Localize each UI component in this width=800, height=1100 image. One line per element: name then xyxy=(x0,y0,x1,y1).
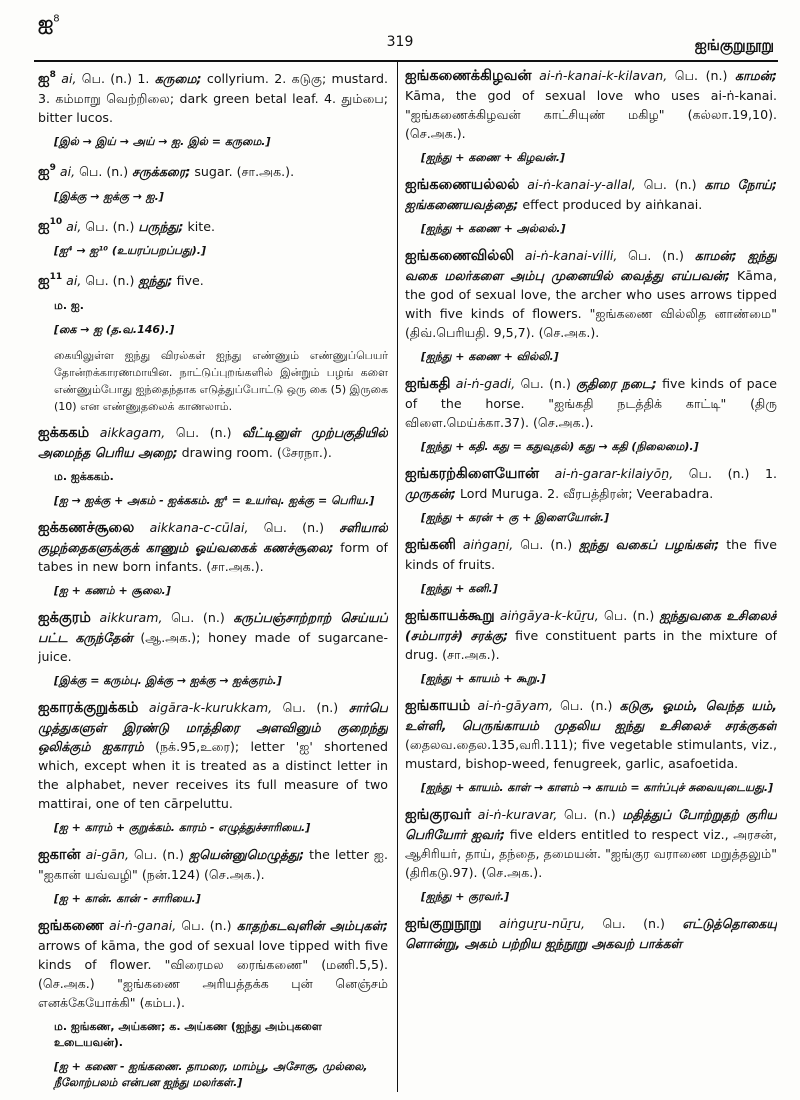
dictionary-entry xyxy=(38,66,388,127)
part-of-speech: பெ. (n.) xyxy=(81,273,139,289)
left-column xyxy=(38,66,388,1090)
headword: ஐங்கணைவில்லி xyxy=(405,248,515,264)
headword: ஐங்காயம் xyxy=(405,698,471,714)
headword: ஐங்கணை xyxy=(38,918,104,935)
tamil-definition: காமன்; ஐந்து வகை மலர்களை அம்பு முனையில் வைத்து எய்பவன்; xyxy=(405,248,777,283)
part-of-speech: பெ. (n.) xyxy=(248,520,340,536)
transliteration: aiṅgāya-k-kūṟu, xyxy=(494,608,599,623)
english-definition: five. xyxy=(172,273,204,289)
part-of-speech: பெ. (n.) xyxy=(272,700,349,716)
dictionary-entry xyxy=(38,214,388,237)
transliteration: ai, xyxy=(55,70,77,86)
headword: ஐங்கதி xyxy=(405,376,451,392)
english-definition: Kāma, the god of sexual love who uses ai-ṅ-kanai. "ஐங்கணைக்கிழவன் காட்சியுண் மகிழ" (கல்லா.19,10). (செ.அக.). xyxy=(405,88,777,141)
transliteration: ai-ṅ-kuravar, xyxy=(471,807,558,822)
transliteration: ai, xyxy=(62,273,82,289)
english-definition: the five kinds of fruits. xyxy=(405,537,777,572)
part-of-speech: பெ. (n.) 1. xyxy=(673,466,777,481)
transliteration: aiṅguṟu-nūṟu, xyxy=(481,916,586,931)
english-definition: collyrium. 2. கடுகு; mustard. 3. கம்மாறு வெற்றிலை; dark green betal leaf. 4. தும்பை; bitter lucos. xyxy=(38,70,388,125)
etymology: [ஐந்து + கணை + வில்லி.] xyxy=(421,350,559,363)
headword: ஐகான் xyxy=(38,847,81,864)
etymology: [ஐ + காரம் + குறுக்கம். காரம் - எழுத்துச்சாரியை.] xyxy=(54,821,311,835)
tamil-definition: குதிரை நடை; xyxy=(576,376,657,391)
dictionary-entry xyxy=(405,246,777,342)
tamil-definition: கருமை; xyxy=(154,70,202,86)
transliteration: ai-ṅ-gāyam, xyxy=(470,698,553,713)
dictionary-entry xyxy=(38,268,388,291)
english-definition: kite. xyxy=(183,218,215,234)
dictionary-entry xyxy=(38,608,388,666)
tamil-definition: கடுகு, ஓமம், வெந்த யம், உள்ளி, பெருங்காயம் முதலிய ஐந்து உசிலைச் சரக்குகள் xyxy=(405,698,777,733)
english-definition: Lord Muruga. 2. வீரபத்திரன்; Veerabadra. xyxy=(455,486,714,501)
homonym-number: 9 xyxy=(49,162,56,173)
english-definition: form of tabes in new born infants. (சா.அக.). xyxy=(38,540,388,575)
dictionary-entry xyxy=(38,423,388,462)
headword: ஐ$^9$ xyxy=(38,162,56,180)
transliteration: aikkuram, xyxy=(90,610,163,626)
headword: ஐக்ககம் xyxy=(38,425,90,442)
dictionary-entry xyxy=(405,175,777,214)
header-letter-sup: 8 xyxy=(53,13,60,25)
transliteration: aiṅgaṉi, xyxy=(455,537,514,552)
tamil-definition: கருப்பஞ்சாற்றாற் செய்யப் பட்ட கருந்தேன் xyxy=(38,610,388,646)
headword: ஐ$^{10}$ xyxy=(38,217,63,235)
headword: ஐங்குரவர் xyxy=(405,807,472,823)
tamil-definition: சளியால் குழந்தைகளுக்குக் காணும் ஓய்வகைக் கணச்சூலை; xyxy=(38,520,388,556)
tamil-definition: காதற்கடவுளின் அம்புகள்; xyxy=(236,918,388,934)
headword: ஐங்கணைக்கிழவன் xyxy=(405,68,532,84)
dictionary-entry xyxy=(38,518,388,576)
etymology: [ஐந்து + கனி.] xyxy=(421,582,498,595)
headword: ஐங்காயக்கூறு xyxy=(405,608,495,624)
explanatory-note: கையிலுள்ள ஐந்து விரல்கள் ஐந்து எண்ணும் எண்ணுப்பெயர் தோன்றக்காரணமாயின. நாட்டுப்புறங்களில் இன்றும் பழங் களை எண்ணும்போது ஐந்தைந்தாக எடுத்துப்போட்டு ஒரு கை (5) இருகை (10) என எண்ணுதலைக் காணலாம். xyxy=(54,349,388,414)
english-definition: (தைலவ.தைல.135,வரி.111); five vegetable stimulants, viz., mustard, bishop-weed, fenugreek, garlic, asafoetida. xyxy=(405,737,777,771)
etymology: [ஐ → ஐக்கு + அகம் - ஐக்ககம். ஐ⁴ = உயர்வு. ஐக்கு = பெரிய.] xyxy=(54,494,375,508)
english-definition: sugar. (சா.அக.). xyxy=(190,163,295,179)
english-definition: (ஆ.அக.); honey made of sugarcane-juice. xyxy=(38,630,388,665)
cognate-note: ம. ஐக்ககம். xyxy=(54,470,114,484)
tamil-definition: ஐந்து வகைப் பழங்கள்; xyxy=(579,537,720,552)
dictionary-entry xyxy=(405,914,777,953)
part-of-speech: பெ. (n.) xyxy=(635,177,705,192)
etymology: [ஐந்து + கதி. கது = கதுவுதல்) கது → கதி (நிலைமை).] xyxy=(421,440,699,453)
part-of-speech: பெ. (n.) xyxy=(513,537,580,552)
etymology: [ஐந்து + காயம் + கூறு.] xyxy=(421,672,546,685)
transliteration: ai-gān, xyxy=(80,847,130,863)
english-definition: the letter ஐ. "ஐகான் யவ்வழி" (நன்.124) (செ.அக.). xyxy=(38,847,388,883)
english-definition: Kāma, the god of sexual love, the archer who uses arrows tipped with five kinds of flowers. "ஐங்கணை வில்லித னாண்மை" (திவ்.பெரியதி. 9,5,7). (செ.அக.). xyxy=(405,268,777,340)
dictionary-entry xyxy=(38,845,388,884)
english-definition: arrows of kāma, the god of sexual love tipped with five kinds of flower. "விரைமல ரைங்கணை" (மணி.5,5). (செ.அக.) "ஐங்கணை அரியத்தக்க புன் னெஞ்சம் எனக்கேயோக்கி" (கம்ப.). xyxy=(38,938,388,1011)
part-of-speech: பெ. (n.) xyxy=(585,916,683,931)
dictionary-entry xyxy=(405,606,777,664)
english-definition: effect produced by aiṅkanai. xyxy=(518,197,703,212)
tamil-definition: ஐந்துவகை உசிலைச் (சம்பாரச்) சரக்கு; xyxy=(405,608,777,643)
header-rule xyxy=(34,60,778,62)
headword: ஐக்கணச்சூலை xyxy=(38,520,135,537)
etymology: [ஐ + கான். கான் - சாரியை.] xyxy=(54,892,201,906)
dictionary-entry xyxy=(405,535,777,574)
part-of-speech: பெ. (n.) xyxy=(598,608,660,623)
transliteration: ai-ṅ-kanai-k-kilavan, xyxy=(531,68,668,83)
transliteration: ai-ṅ-ganai, xyxy=(103,918,177,934)
dictionary-entry xyxy=(405,464,777,503)
etymology: [ஐந்து + கரன் + கு + இளையோன்.] xyxy=(421,511,610,524)
transliteration: aikkana-c-cūlai, xyxy=(134,520,249,536)
tamil-definition: பருந்து; xyxy=(138,218,184,234)
right-column xyxy=(405,66,777,1090)
etymology: [ஐந்து + காயம். காள் → காளம் → காயம் = கார்ப்புச் சுவையுடையது.] xyxy=(421,781,774,794)
tamil-definition: எட்டுத்தொகையு ளொன்று, அகம் பற்றிய ஐந்நூறு அகவற் பாக்கள் xyxy=(405,916,777,951)
dictionary-entry xyxy=(38,698,388,813)
headword: ஐங்கனி xyxy=(405,537,456,553)
transliteration: ai-ṅ-gadi, xyxy=(450,376,516,391)
etymology: [ஐந்து + கணை + கிழவன்.] xyxy=(421,151,565,164)
english-definition: five constituent parts in the mixture of drug. (சா.அக.). xyxy=(405,628,777,662)
column-divider xyxy=(397,60,398,1092)
cognate-note: ம. ஐ. xyxy=(54,299,84,313)
tamil-definition: சார்பெ ழுத்துகளுள் இரண்டு மாத்திரை அளவினும் குறைந்து ஒலிக்கும் ஐகாரம் xyxy=(38,700,388,755)
etymology: [ஐந்து + கணை + அல்லல்.] xyxy=(421,222,566,235)
part-of-speech: பெ. (n.) xyxy=(557,807,623,822)
english-definition: drawing room. (சேரநா.). xyxy=(177,445,332,461)
headword: ஐங்கணையல்லல் xyxy=(405,177,520,193)
part-of-speech: பெ. (n.) xyxy=(176,918,237,934)
dictionary-entry xyxy=(405,805,777,882)
etymology: [கை → ஐ (த.வ.146).] xyxy=(54,323,175,337)
etymology: [இல் → இய் → அய் → ஐ. இல் = கருமை.] xyxy=(54,134,271,148)
english-definition: five elders entitled to respect viz., அரசன், ஆசிரியர், தாய், தந்தை, தமையன். "ஐங்குர வராணை மறுத்தலும்" (திரிகடு.97). (செ.அக.). xyxy=(405,827,777,880)
transliteration: aikkagam, xyxy=(89,425,166,441)
tamil-definition: காம நோய்; ஐங்கணையவத்தை; xyxy=(405,177,777,212)
headword: ஐங்கரற்கிளையோன் xyxy=(405,466,540,482)
tamil-definition: காமன்; xyxy=(734,68,777,83)
part-of-speech: பெ. (n.) xyxy=(162,610,234,626)
transliteration: ai-ṅ-kanai-villi, xyxy=(514,248,618,263)
dictionary-entry xyxy=(405,66,777,143)
page-number: 319 xyxy=(386,34,414,50)
dictionary-entry xyxy=(38,159,388,182)
cognate-note: ம. ஐங்கண, அய்கண; க. அய்கண (ஐந்து அம்புகளை உடையவன்). xyxy=(54,1020,322,1050)
etymology: [ஐ⁴ → ஐ¹⁰ (உயரப்பறப்பது).] xyxy=(54,244,206,258)
transliteration: ai, xyxy=(55,163,76,179)
transliteration: aigāra-k-kurukkam, xyxy=(138,700,273,716)
dictionary-entry xyxy=(38,916,388,1012)
part-of-speech: பெ. (n.) xyxy=(552,698,620,713)
header-guide-word: ஐங்குறுநூறு xyxy=(694,36,774,54)
tamil-definition: முருகன்; xyxy=(405,486,456,501)
tamil-definition: ஐந்து; xyxy=(138,273,173,289)
headword: ஐகாரக்குறுக்கம் xyxy=(38,700,139,717)
headword: ஐ$^{11}$ xyxy=(38,272,63,290)
tamil-definition: ஐயென்னுமெழுத்து; xyxy=(189,847,305,863)
transliteration: ai-ṅ-kanai-y-allal, xyxy=(519,177,636,192)
part-of-speech: பெ. (n.) 1. xyxy=(76,70,155,86)
page-header xyxy=(0,0,800,62)
headword: ஐ$^8$ xyxy=(38,70,56,87)
etymology: [இக்கு = கரும்பு. இக்கு → ஐக்கு → ஐக்குரம்.] xyxy=(54,674,282,688)
etymology: [இக்கு → ஐக்கு → ஐ.] xyxy=(54,189,164,203)
homonym-number: 8 xyxy=(49,70,56,80)
tamil-definition: மதித்துப் போற்றுதற் குரிய பெரியோர் ஐவர்; xyxy=(405,807,777,842)
etymology: [ஐந்து + குரவர்.] xyxy=(421,890,510,903)
headword: ஐக்குரம் xyxy=(38,610,91,627)
english-definition: five kinds of pace of the horse. "ஐங்கதி நடத்திக் காட்டி" (திரு விளை.மெய்க்கா.37). (செ.அக.). xyxy=(405,376,777,430)
tamil-definition: வீட்டினுள் முற்பகுதியில் அமைந்த பெரிய அறை; xyxy=(38,425,388,461)
homonym-number: 10 xyxy=(49,217,63,228)
english-definition: (நக்.95,உரை); letter 'ஐ' shortened which, except when it is treated as a distinct letter in the alphabet, never receives its full measure of two mattirai, one of ten cārpeluttu. xyxy=(38,739,388,812)
headword: ஐங்குறுநூறு xyxy=(405,916,482,932)
part-of-speech: பெ. (n.) xyxy=(617,248,695,263)
part-of-speech: பெ. (n.) xyxy=(165,425,243,441)
part-of-speech: பெ. (n.) xyxy=(81,218,139,234)
transliteration: ai, xyxy=(62,218,82,234)
homonym-number: 11 xyxy=(49,272,63,283)
tamil-definition: சருக்கரை; xyxy=(132,163,191,179)
part-of-speech: பெ. (n.) xyxy=(515,376,577,391)
dictionary-entry xyxy=(405,374,777,432)
part-of-speech: பெ. (n.) xyxy=(75,163,133,179)
dictionary-entry xyxy=(405,696,777,773)
header-letter: ஐ xyxy=(38,12,54,34)
etymology: [ஐ + கணை - ஐங்கணை. தாமரை, மாம்பூ, அசோகு, முல்லை, நீலோற்பலம் என்பன ஐந்து மலர்கள்.] xyxy=(54,1060,368,1090)
etymology: [ஐ + கணம் + சூலை.] xyxy=(54,584,171,598)
part-of-speech: பெ. (n.) xyxy=(129,847,190,863)
transliteration: ai-ṅ-garar-kilaiyōṉ, xyxy=(539,466,674,481)
part-of-speech: பெ. (n.) xyxy=(667,68,735,83)
